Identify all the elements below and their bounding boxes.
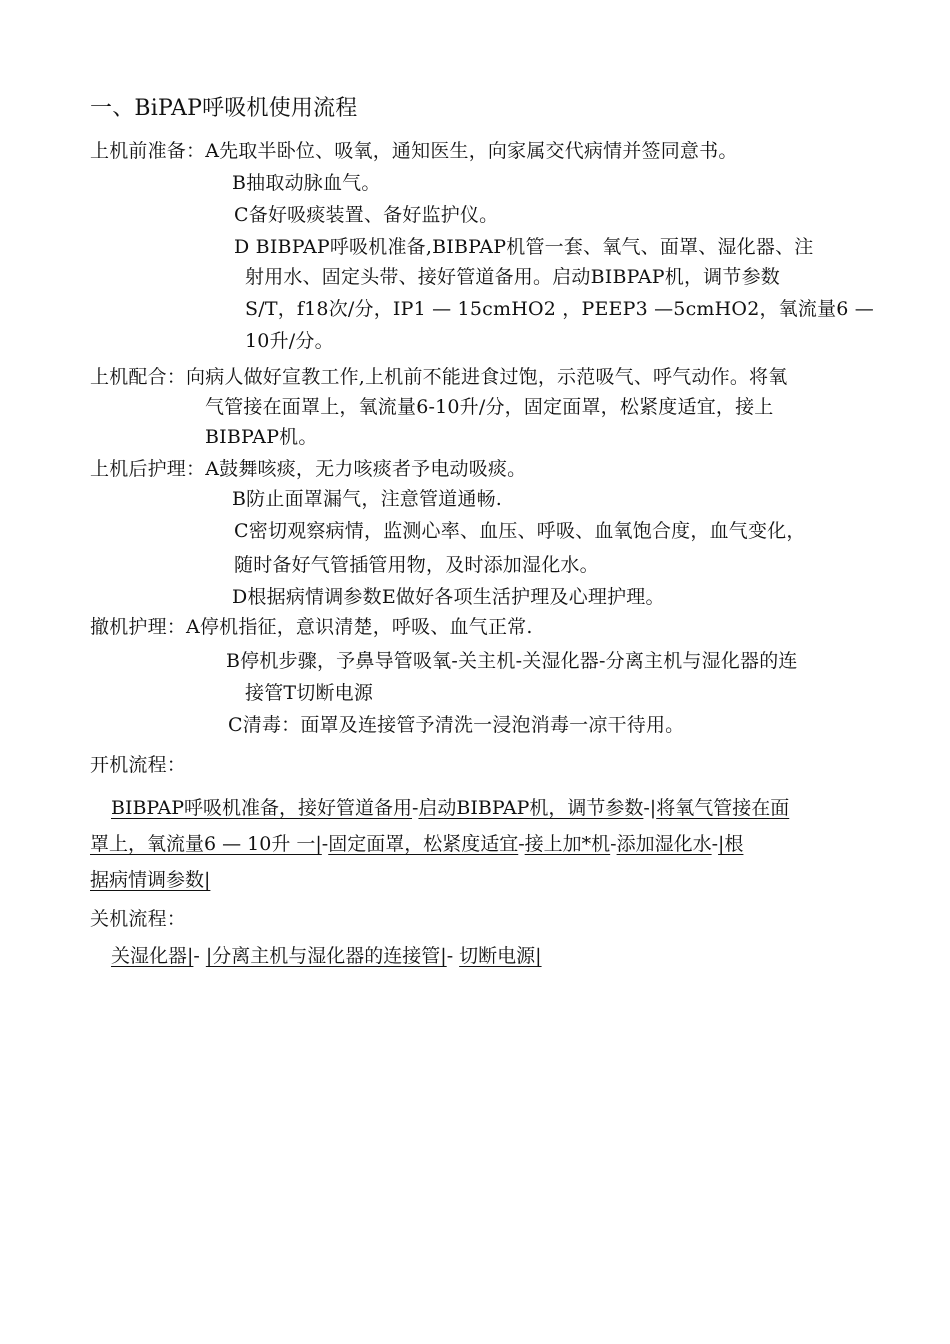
prep-label: 上机前准备： <box>90 140 206 162</box>
withdraw-item-a: A停机指征，意识清楚，呼吸、血气正常. <box>186 616 533 638</box>
startup-step-connect-machine: 接上加*机 <box>524 833 611 855</box>
prep-item-d-line2: 射用水、固定头带、接好管道备用。启动BIBPAP机，调节参数 <box>245 266 780 288</box>
prep-item-a: A先取半卧位、吸氧，通知医生，向家属交代病情并签同意书。 <box>205 140 738 162</box>
startup-sep: -| <box>643 797 657 819</box>
post-label: 上机后护理： <box>90 458 206 480</box>
post-item-b: B防止面罩漏气，注意管道通畅. <box>232 488 503 510</box>
post-item-a: A鼓舞咳痰，无力咳痰者予电动吸痰。 <box>205 458 527 480</box>
shutdown-step-humidifier-off: 关湿化器| <box>111 945 194 967</box>
post-item-c-line1: C密切观察病情，监测心率、血压、呼吸、血氧饱合度，血气变化， <box>234 520 806 542</box>
document-title: 一、BiPAP呼吸机使用流程 <box>90 96 358 121</box>
shutdown-heading: 关机流程： <box>90 908 187 930</box>
startup-step-add-water: 添加湿化水 <box>616 833 712 855</box>
startup-step-fix-mask: 固定面罩，松紧度适宜 <box>328 833 519 855</box>
coop-line3: BIBPAP机。 <box>205 426 318 448</box>
shutdown-flow-line1 <box>111 940 542 972</box>
coop-line2: 气管接在面罩上，氧流量6-10升/分，固定面罩，松紧度适宜，接上 <box>205 396 774 418</box>
startup-sep: - <box>610 833 617 855</box>
withdraw-item-b-line2: 接管T切断电源 <box>245 682 374 704</box>
startup-flow-line1 <box>111 792 789 824</box>
startup-sep: - <box>518 833 525 855</box>
withdraw-label: 撤机护理： <box>90 616 187 638</box>
post-item-de: D根据病情调参数E做好各项生活护理及心理护理。 <box>232 586 665 608</box>
startup-step-start-machine: 启动BIBPAP机，调节参数 <box>418 797 644 819</box>
post-line-a <box>90 456 526 482</box>
prep-item-c: C备好吸痰装置、备好监护仪。 <box>234 204 499 226</box>
withdraw-item-c: C清毒：面罩及连接管予清洗一浸泡消毒一凉干待用。 <box>228 714 685 736</box>
withdraw-line-a <box>90 614 533 640</box>
startup-heading: 开机流程： <box>90 754 187 776</box>
prep-item-d-line1: D BIBPAP呼吸机准备,BIBPAP机管一套、氧气、面罩、湿化器、注 <box>234 236 814 258</box>
coop-line1: 上机配合：向病人做好宣教工作,上机前不能进食过饱，示范吸气、呼气动作。将氧 <box>90 366 788 388</box>
startup-sep: - <box>411 797 419 819</box>
startup-flow-line3 <box>90 864 210 896</box>
withdraw-item-b-line1: B停机步骤，予鼻导管吸氧-关主机-关湿化器-分离主机与湿化器的连 <box>226 650 798 672</box>
shutdown-sep: - <box>193 945 206 967</box>
startup-step-adjust-params-cont: 据病情调参数| <box>90 869 211 891</box>
prep-line-a <box>90 138 738 164</box>
startup-sep: - <box>321 833 329 855</box>
prep-item-d-line3: S/T，f18次/分，IP1 — 15cmHO2 ，PEEP3 —5cmHO2，氧流量6 — <box>245 298 875 320</box>
startup-step-prepare: BIBPAP呼吸机准备，接好管道备用 <box>111 797 412 819</box>
startup-step-adjust-params: |根 <box>718 833 744 855</box>
shutdown-step-power-off: 切断电源| <box>459 945 542 967</box>
startup-step-connect-oxygen: 将氧气管接在面 <box>656 797 790 819</box>
prep-item-b: B抽取动脉血气。 <box>232 172 381 194</box>
startup-flow-line2 <box>90 828 743 860</box>
startup-sep: - <box>711 833 719 855</box>
post-item-c-line2: 随时备好气管插管用物，及时添加湿化水。 <box>234 554 599 576</box>
shutdown-sep: - <box>446 945 460 967</box>
shutdown-step-separate: |分离主机与湿化器的连接管| <box>205 945 447 967</box>
prep-item-d-line4: 10升/分。 <box>245 330 334 352</box>
startup-step-connect-oxygen-cont: 罩上，氧流量6 — 10升 一| <box>90 833 322 855</box>
